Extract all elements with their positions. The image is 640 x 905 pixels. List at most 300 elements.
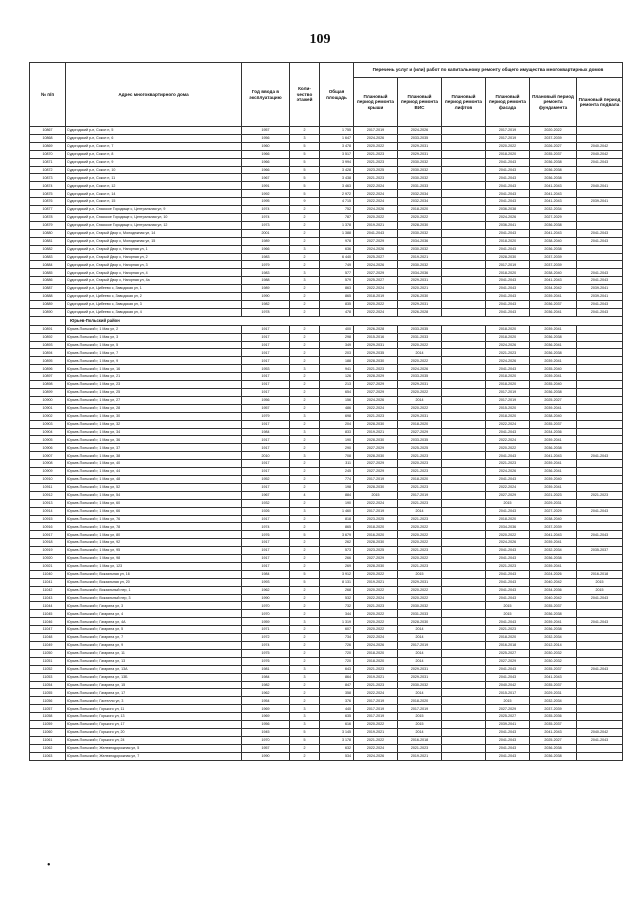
row-elevator-period [442, 349, 486, 357]
row-roof-period: 2022-2024 [354, 182, 398, 190]
row-basement-period [577, 381, 623, 389]
row-area: 720 [320, 657, 354, 665]
row-address: Юрьев-Польский г, 1 Мая ул, 23 [66, 381, 242, 389]
row-facade-period: 2039-2041 [486, 721, 530, 729]
row-elevator-period [442, 206, 486, 214]
row-address: Юрьев-Польский г, Гагарина ул, 7 [66, 634, 242, 642]
row-year: 1917 [242, 381, 290, 389]
row-floors: 3 [290, 713, 320, 721]
row-number: 10910 [30, 475, 66, 483]
row-address: Судогодский р-н, Старый Двор с, Нагорная ул, 3 [66, 261, 242, 269]
row-foundation-period: 2035-2036 [530, 713, 577, 721]
row-area: 3 145 [320, 728, 354, 736]
row-basement-period: 2015 [577, 578, 623, 586]
row-foundation-period: 2036-2038 [530, 174, 577, 182]
row-floors: 5 [290, 728, 320, 736]
row-roof-period: 2019-2021 [354, 673, 398, 681]
row-basement-period [577, 602, 623, 610]
row-roof-period: 2021-2023 [354, 150, 398, 158]
table-row [30, 206, 623, 214]
row-number: 11042 [30, 586, 66, 594]
row-roof-period: 2020-2022 [354, 142, 398, 150]
row-foundation-period: 2024-2026 [530, 570, 577, 578]
row-basement-period: 2039-2041 [577, 198, 623, 206]
row-address: Юрьев-Польский г, Горького ул, 20 [66, 728, 242, 736]
row-address: Судогодский р-н, Цибеево с, Заводская ул, 4 [66, 308, 242, 316]
row-address: Юрьев-Польский г, 1 Мая ул, 36 [66, 436, 242, 444]
row-area: 376 [320, 697, 354, 705]
row-number: 10901 [30, 404, 66, 412]
row-foundation-period: 2039-2040 [530, 475, 577, 483]
row-address: Судогодский р-н, Спасское Городище с, Центральная ул, 12 [66, 221, 242, 229]
row-roof-period: 2023-2025 [354, 166, 398, 174]
row-floors: 5 [290, 150, 320, 158]
row-facade-period: 2041-2043 [486, 174, 530, 182]
row-basement-period: 2041-2043 [577, 736, 623, 744]
table-row [30, 341, 623, 349]
row-foundation-period: 2036-2038 [530, 555, 577, 563]
row-roof-period: 2024-2026 [354, 752, 398, 760]
row-basement-period [577, 166, 623, 174]
row-floors: 2 [290, 444, 320, 452]
row-area: 1 460 [320, 507, 354, 515]
row-elevator-period [442, 190, 486, 198]
row-area: 478 [320, 308, 354, 316]
row-area: 774 [320, 475, 354, 483]
row-number: 11053 [30, 673, 66, 681]
row-basement-period [577, 555, 623, 563]
row-foundation-period: 2039-2041 [530, 436, 577, 444]
row-basement-period [577, 190, 623, 198]
row-year: 1962 [242, 586, 290, 594]
row-floors: 5 [290, 570, 320, 578]
row-floors: 2 [290, 308, 320, 316]
row-area: 1 378 [320, 221, 354, 229]
row-utilities-period: 2033-2035 [398, 134, 442, 142]
row-year: 1917 [242, 420, 290, 428]
row-area: 577 [320, 269, 354, 277]
row-roof-period: 2027-2029 [354, 389, 398, 397]
row-number: 10880 [30, 229, 66, 237]
row-utilities-period: 2020-2022 [398, 404, 442, 412]
row-facade-period: 2015-2020 [486, 404, 530, 412]
row-floors: 3 [290, 452, 320, 460]
row-floors: 2 [290, 341, 320, 349]
row-facade-period: 2027-2029 [486, 705, 530, 713]
row-elevator-period [442, 578, 486, 586]
row-utilities-period: 2029-2031 [398, 665, 442, 673]
row-facade-period: 2027-2029 [486, 491, 530, 499]
row-roof-period: 2022-2024 [354, 499, 398, 507]
row-elevator-period [442, 570, 486, 578]
table-row [30, 142, 623, 150]
row-elevator-period [442, 150, 486, 158]
row-basement-period [577, 744, 623, 752]
row-area: 1 647 [320, 134, 354, 142]
row-elevator-period [442, 515, 486, 523]
row-utilities-period: 2018-2020 [398, 475, 442, 483]
row-elevator-period [442, 444, 486, 452]
row-elevator-period [442, 357, 486, 365]
row-utilities-period: 2015 [398, 721, 442, 729]
table-row [30, 642, 623, 650]
row-year: 1989 [242, 285, 290, 293]
row-number: 10887 [30, 285, 66, 293]
row-address: Судогодский р-н, Старый Двор с, Нагорная ул, 2 [66, 253, 242, 261]
table-row [30, 245, 623, 253]
row-roof-period: 2021-2023 [354, 412, 398, 420]
row-facade-period: 2017-2019 [486, 389, 530, 397]
row-utilities-period: 2030-2032 [398, 166, 442, 174]
row-number: 11050 [30, 649, 66, 657]
row-elevator-period [442, 721, 486, 729]
row-basement-period [577, 444, 623, 452]
row-floors: 2 [290, 420, 320, 428]
row-roof-period: 2024-2026 [354, 396, 398, 404]
table-row [30, 277, 623, 285]
row-foundation-period: 2041-2043 [530, 452, 577, 460]
row-floors: 3 [290, 673, 320, 681]
row-address: Юрьев-Польский г, 1 Мая ул, 92 [66, 539, 242, 547]
row-facade-period: 2036-2038 [486, 206, 530, 214]
row-utilities-period: 2019-2021 [398, 253, 442, 261]
row-facade-period: 2040-2042 [486, 681, 530, 689]
row-year: 1976 [242, 657, 290, 665]
row-utilities-period: 2026-2030 [398, 293, 442, 301]
row-address: Юрьев-Польский г, Вокзальная ул, 16 [66, 570, 242, 578]
row-roof-period: 2027-2029 [354, 468, 398, 476]
row-area: 787 [320, 213, 354, 221]
row-address: Юрьев-Польский г, 1 Мая ул, 25 [66, 389, 242, 397]
row-area: 126 [320, 373, 354, 381]
row-floors: 2 [290, 404, 320, 412]
row-area: 440 [320, 705, 354, 713]
row-area: 573 [320, 547, 354, 555]
header-roof: Плановый период ремонта крыши [354, 78, 398, 127]
row-address: Юрьев-Польский г, 1 Мая ул, 66 [66, 507, 242, 515]
row-year: 1917 [242, 562, 290, 570]
row-facade-period: 2041-2043 [486, 245, 530, 253]
row-number: 10898 [30, 381, 66, 389]
table-row [30, 127, 623, 135]
row-year: 1926 [242, 507, 290, 515]
row-year: 1960 [242, 142, 290, 150]
row-facade-period: 2018-2020 [486, 237, 530, 245]
table-row [30, 269, 623, 277]
row-number: 10915 [30, 515, 66, 523]
row-address: Юрьев-Польский г, Железнодорожная ул, 5 [66, 744, 242, 752]
row-year: 1957 [242, 744, 290, 752]
row-utilities-period: 2014 [398, 349, 442, 357]
row-basement-period [577, 468, 623, 476]
row-area: 847 [320, 681, 354, 689]
row-elevator-period [442, 253, 486, 261]
row-area: 4 715 [320, 198, 354, 206]
row-number: 10899 [30, 389, 66, 397]
row-utilities-period: 2033-2035 [398, 373, 442, 381]
row-roof-period: 2019-2021 [354, 728, 398, 736]
row-elevator-period [442, 602, 486, 610]
row-foundation-period: 2039-2041 [530, 562, 577, 570]
row-facade-period: 2015-2017 [486, 689, 530, 697]
row-utilities-period: 2030-2032 [398, 174, 442, 182]
row-facade-period: 2028-2030 [486, 253, 530, 261]
row-facade-period: 2041-2043 [486, 158, 530, 166]
row-facade-period: 2024-2026 [486, 213, 530, 221]
row-elevator-period [442, 697, 486, 705]
row-number: 10909 [30, 468, 66, 476]
row-roof-period: 2024-2026 [354, 245, 398, 253]
row-utilities-period: 2021-2023 [398, 468, 442, 476]
row-area: 884 [320, 491, 354, 499]
row-number: 10894 [30, 349, 66, 357]
row-floors: 2 [290, 293, 320, 301]
row-roof-period: 2022-2024 [354, 594, 398, 602]
row-area: 262 [320, 539, 354, 547]
row-foundation-period: 2039-2041 [530, 357, 577, 365]
row-year: 2010 [242, 452, 290, 460]
row-basement-period: 2039-2041 [577, 285, 623, 293]
row-elevator-period [442, 373, 486, 381]
row-roof-period: 2028-2030 [354, 452, 398, 460]
row-elevator-period [442, 389, 486, 397]
row-year: 1973 [242, 221, 290, 229]
row-facade-period: 2041-2043 [486, 475, 530, 483]
row-roof-period: 2021-2023 [354, 174, 398, 182]
row-roof-period: 2024-2026 [354, 134, 398, 142]
row-foundation-period: 2035-2037 [530, 420, 577, 428]
row-area: 213 [320, 381, 354, 389]
row-utilities-period: 2032-2034 [398, 198, 442, 206]
row-floors: 3 [290, 721, 320, 729]
row-address: Юрьев-Польский г, 1 Мая ул, 48 [66, 475, 242, 483]
row-facade-period: 2041-2043 [486, 578, 530, 586]
row-area: 400 [320, 325, 354, 333]
row-elevator-period [442, 229, 486, 237]
table-row [30, 705, 623, 713]
row-utilities-period: 2033-2035 [398, 325, 442, 333]
row-number: 11045 [30, 610, 66, 618]
row-foundation-period: 2036-2041 [530, 308, 577, 316]
row-address: Судогодский р-н, Старый Двор с, Нагорная ул, 1 [66, 245, 242, 253]
row-floors: 2 [290, 562, 320, 570]
row-number: 11049 [30, 642, 66, 650]
row-utilities-period: 2021-2023 [398, 499, 442, 507]
row-roof-period: 2028-2030 [354, 539, 398, 547]
row-year: 1962 [242, 689, 290, 697]
row-elevator-period [442, 547, 486, 555]
row-elevator-period [442, 752, 486, 760]
row-elevator-period [442, 381, 486, 389]
row-address: Юрьев-Польский г, 1 Мая ул, 37 [66, 444, 242, 452]
row-number: 10869 [30, 142, 66, 150]
table-row [30, 229, 623, 237]
row-foundation-period: 2041-2043 [530, 198, 577, 206]
row-elevator-period [442, 412, 486, 420]
row-foundation-period: 2035-2037 [530, 150, 577, 158]
row-utilities-period: 2028-2030 [398, 618, 442, 626]
row-basement-period: 2041-2043 [577, 665, 623, 673]
row-elevator-period [442, 198, 486, 206]
row-utilities-period: 2029-2031 [398, 142, 442, 150]
table-row [30, 634, 623, 642]
row-basement-period [577, 752, 623, 760]
row-year: 1969 [242, 713, 290, 721]
row-basement-period [577, 389, 623, 397]
row-address: Судогодский р-н, Сокол п, 8 [66, 150, 242, 158]
row-elevator-period [442, 245, 486, 253]
row-foundation-period: 2036-2038 [530, 752, 577, 760]
row-number: 10908 [30, 460, 66, 468]
row-number: 10897 [30, 373, 66, 381]
table-row [30, 752, 623, 760]
row-facade-period: 2022-2024 [486, 436, 530, 444]
row-number: 10871 [30, 158, 66, 166]
row-number: 11054 [30, 681, 66, 689]
row-roof-period: 2027-2029 [354, 237, 398, 245]
header-utilities: Плановый период ремонта ВИС [398, 78, 442, 127]
row-year: 1917 [242, 373, 290, 381]
row-year: 1957 [242, 127, 290, 135]
row-foundation-period: 2036-2038 [530, 444, 577, 452]
row-elevator-period [442, 626, 486, 634]
row-area: 654 [320, 389, 354, 397]
row-basement-period [577, 626, 623, 634]
row-number: 11043 [30, 594, 66, 602]
row-number: 10903 [30, 420, 66, 428]
district-name: Юрьев-Польский район [66, 316, 623, 325]
row-basement-period: 2041-2043 [577, 229, 623, 237]
row-address: Юрьев-Польский г, 1 Мая ул, 60 [66, 499, 242, 507]
row-basement-period [577, 420, 623, 428]
row-address: Юрьев-Польский г, 1 Мая ул, 16 [66, 365, 242, 373]
row-roof-period: 2021-2023 [354, 602, 398, 610]
row-address: Юрьев-Польский г, Железнодорожная ул, 7 [66, 752, 242, 760]
page-number: 109 [309, 32, 331, 47]
row-number: 11056 [30, 697, 66, 705]
table-body [30, 127, 623, 761]
row-year: 1945 [242, 728, 290, 736]
row-floors: 2 [290, 229, 320, 237]
row-floors: 2 [290, 657, 320, 665]
row-elevator-period [442, 341, 486, 349]
table-row [30, 562, 623, 570]
row-utilities-period: 2020-2022 [398, 357, 442, 365]
row-foundation-period: 2041-2043 [530, 190, 577, 198]
row-floors: 5 [290, 142, 320, 150]
row-basement-period: 2041-2043 [577, 300, 623, 308]
row-roof-period: 2027-2029 [354, 555, 398, 563]
row-facade-period: 2024-2026 [486, 357, 530, 365]
row-facade-period: 2034-2036 [486, 523, 530, 531]
row-roof-period: 2017-2019 [354, 713, 398, 721]
row-facade-period: 2041-2043 [486, 547, 530, 555]
row-address: Судогодский р-н, Спасское Городище с, Центральная ул, 10 [66, 213, 242, 221]
row-facade-period: 2027-2029 [486, 657, 530, 665]
row-floors: 3 [290, 365, 320, 373]
row-roof-period: 2022-2024 [354, 285, 398, 293]
row-number: 11062 [30, 744, 66, 752]
row-foundation-period: 2034-2042 [530, 285, 577, 293]
table-row [30, 744, 623, 752]
row-number: 10904 [30, 428, 66, 436]
row-address: Юрьев-Польский г, Гагарина ул, 13 [66, 657, 242, 665]
row-basement-period [577, 610, 623, 618]
row-foundation-period: 2036-2038 [530, 333, 577, 341]
row-foundation-period: 2032-2034 [530, 206, 577, 214]
row-year: 1989 [242, 237, 290, 245]
row-year: 1983 [242, 269, 290, 277]
row-roof-period: 2024-2026 [354, 642, 398, 650]
row-foundation-period: 2036-2038 [530, 626, 577, 634]
row-area: 635 [320, 713, 354, 721]
row-floors: 3 [290, 507, 320, 515]
row-utilities-period: 2014 [398, 396, 442, 404]
table-row [30, 404, 623, 412]
row-roof-period: 2022-2024 [354, 198, 398, 206]
row-floors: 2 [290, 555, 320, 563]
row-basement-period: 2041-2043 [577, 452, 623, 460]
row-year: 1956 [242, 134, 290, 142]
row-basement-period [577, 357, 623, 365]
row-year: 1917 [242, 325, 290, 333]
row-floors: 2 [290, 602, 320, 610]
table-row [30, 221, 623, 229]
row-area: 290 [320, 444, 354, 452]
row-roof-period: 2020-2022 [354, 213, 398, 221]
row-elevator-period [442, 634, 486, 642]
row-area: 3 438 [320, 174, 354, 182]
row-floors: 2 [290, 626, 320, 634]
row-utilities-period: 2030-2032 [398, 261, 442, 269]
row-floors: 2 [290, 349, 320, 357]
row-area: 720 [320, 649, 354, 657]
row-foundation-period: 2041-2043 [530, 673, 577, 681]
table-row [30, 657, 623, 665]
row-elevator-period [442, 293, 486, 301]
row-area: 632 [320, 744, 354, 752]
row-facade-period: 2017-2019 [486, 134, 530, 142]
row-area: 636 [320, 245, 354, 253]
row-facade-period: 2041-2043 [486, 277, 530, 285]
row-area: 865 [320, 523, 354, 531]
header-works-group: Перечень услуг и (или) работ по капитальному ремонту общего имущества многоквартирных домов [354, 63, 623, 78]
row-address: Юрьев-Польский г, Гагарина ул, 11 [66, 649, 242, 657]
row-address: Юрьев-Польский г, 1 Мая ул, 28 [66, 404, 242, 412]
row-floors: 2 [290, 681, 320, 689]
header-address: Адрес многоквартирного дома [66, 63, 242, 127]
row-foundation-period: 2030-2032 [530, 649, 577, 657]
row-foundation-period: 2036-2038 [530, 744, 577, 752]
row-year: 1917 [242, 515, 290, 523]
row-elevator-period [442, 594, 486, 602]
row-area: 978 [320, 237, 354, 245]
row-foundation-period: 2036-2041 [530, 341, 577, 349]
row-basement-period [577, 349, 623, 357]
table-row [30, 381, 623, 389]
row-foundation-period: 2041-2043 [530, 229, 577, 237]
row-floors: 2 [290, 436, 320, 444]
row-roof-period: 2025-2027 [354, 253, 398, 261]
footer-mark: • [47, 860, 51, 871]
row-facade-period: 2041-2043 [486, 744, 530, 752]
row-year: 1981 [242, 665, 290, 673]
row-area: 865 [320, 293, 354, 301]
row-year: 1966 [242, 245, 290, 253]
row-year: 1983 [242, 253, 290, 261]
row-utilities-period: 2020-2022 [398, 586, 442, 594]
row-address: Судогодский р-н, Цибеево с, Заводская ул, 2 [66, 293, 242, 301]
